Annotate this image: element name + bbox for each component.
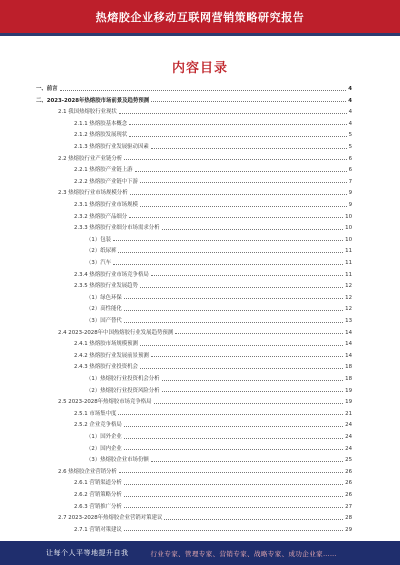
toc-entry[interactable] xyxy=(58,397,352,405)
toc-entry-page: 18 xyxy=(345,376,352,382)
toc-entry[interactable] xyxy=(58,467,352,475)
dot-leader xyxy=(151,275,343,276)
toc-entry-title: 一、前言 xyxy=(36,86,58,92)
toc-entry-page: 26 xyxy=(345,492,352,498)
toc-entry[interactable] xyxy=(86,246,352,254)
toc-entry-page: 14 xyxy=(345,341,352,348)
dot-leader xyxy=(140,182,347,183)
toc-entry-title: 2.2.1 热熔胶产业链上游 xyxy=(74,167,133,174)
dot-leader xyxy=(162,229,344,230)
dot-leader xyxy=(140,287,343,288)
toc-entry-title: 2.5.2 企业竞争格局 xyxy=(74,422,122,429)
toc-entry-title: （2）纸尿裤 xyxy=(86,248,117,255)
dot-leader xyxy=(124,159,346,160)
dot-leader xyxy=(124,449,343,450)
toc-entry[interactable] xyxy=(74,502,352,510)
toc-entry-page: 18 xyxy=(345,364,352,371)
toc-entry[interactable] xyxy=(74,339,352,347)
toc-entry[interactable] xyxy=(58,107,352,115)
toc-entry-title: 2.3.5 热熔胶行业发展趋势 xyxy=(74,283,138,290)
toc-entry[interactable] xyxy=(74,223,352,231)
toc-entry-title: 2.1.1 热熔胶基本概念 xyxy=(74,120,128,127)
toc-entry-title: 2.1 我国热熔胶行业现状 xyxy=(58,109,117,116)
toc-entry-page: 21 xyxy=(345,410,352,417)
toc-entry-title: 2.7 2023-2028年热熔胶企业营销对策建议 xyxy=(58,515,163,522)
toc-entry-title: 2.5 2023-2028年热熔胶市场竞争格局 xyxy=(58,399,152,406)
toc-entry-page: 10 xyxy=(345,236,352,243)
toc-entry-page: 26 xyxy=(345,480,352,487)
toc-entry-page: 28 xyxy=(345,515,352,522)
dot-leader xyxy=(124,438,343,439)
toc-entry-title: （3）国产替代 xyxy=(86,318,122,324)
dot-leader xyxy=(124,530,343,531)
dot-leader xyxy=(129,136,346,137)
dot-leader xyxy=(164,519,343,520)
toc-entry[interactable] xyxy=(86,316,352,324)
toc-entry[interactable] xyxy=(86,455,352,463)
toc-entry-page: 24 xyxy=(345,434,352,440)
toc-entry-title: （2）国内企业 xyxy=(86,445,122,452)
dot-leader xyxy=(162,391,344,392)
dot-leader xyxy=(118,252,343,253)
toc-entry-page: 12 xyxy=(345,294,352,301)
dot-leader xyxy=(154,403,344,404)
dot-leader xyxy=(113,240,343,241)
dot-leader xyxy=(151,101,346,102)
toc-entry[interactable] xyxy=(74,490,352,498)
toc-entry-page: 27 xyxy=(345,503,352,510)
toc-entry-title: 2.1.2 热熔胶发展现状 xyxy=(74,132,128,139)
toc-entry-title: （2）热熔胶行业投资风险分析 xyxy=(86,387,160,394)
toc-entry-title: 2.6.3 营销推广分析 xyxy=(74,503,122,510)
toc-entry-title: 2.7.1 营销对策建议 xyxy=(74,526,122,533)
dot-leader xyxy=(124,322,343,323)
dot-leader xyxy=(140,206,347,207)
toc-entry-page: 6 xyxy=(348,167,352,174)
dot-leader xyxy=(162,380,344,381)
toc-entry-page: 9 xyxy=(348,202,352,208)
dot-leader xyxy=(60,90,347,91)
page-footer xyxy=(0,541,400,565)
toc-entry-page: 19 xyxy=(345,399,352,406)
dot-leader xyxy=(151,148,347,149)
toc-entry[interactable] xyxy=(74,119,352,127)
toc-entry-title: 2.1.3 热熔胶行业发展驱动因素 xyxy=(74,144,149,150)
toc-entry[interactable] xyxy=(58,328,352,336)
toc-entry-page: 11 xyxy=(345,248,352,255)
page-header xyxy=(0,0,400,36)
toc-entry-page: 4 xyxy=(348,109,352,116)
toc-entry[interactable] xyxy=(74,177,352,185)
toc-entry-title: 2.3 热熔胶行业市场规模分析 xyxy=(58,190,128,197)
toc-entry-page: 19 xyxy=(345,387,352,394)
toc-entry-title: 2.4.2 热熔胶行业发展前景预测 xyxy=(74,352,149,359)
dot-leader xyxy=(124,507,343,508)
toc-entry[interactable] xyxy=(74,362,352,370)
toc-entry-page: 4 xyxy=(348,120,352,127)
dot-leader xyxy=(129,217,343,218)
toc-entry[interactable] xyxy=(74,270,352,278)
toc-entry-title: 2.3.2 热熔胶产品细分 xyxy=(74,213,128,220)
toc-entry[interactable] xyxy=(74,351,352,359)
toc-entry-title: 2.4.1 热熔胶市场规模预测 xyxy=(74,341,138,348)
dot-leader xyxy=(151,461,343,462)
toc-entry-title: 2.3.3 热熔胶行业细分市场需求分析 xyxy=(74,225,160,232)
report-title: 热熔胶企业移动互联网营销策略研究报告 xyxy=(95,10,305,24)
toc-entry-title: 2.3.1 热熔胶行业市场规模 xyxy=(74,202,138,208)
dot-leader xyxy=(129,124,346,125)
toc-entry-title: （2）高性能化 xyxy=(86,306,122,313)
toc-entry-page: 11 xyxy=(345,260,352,266)
toc-entry-title: （1）绿色环保 xyxy=(86,294,122,301)
toc-title: 内容目录 xyxy=(171,61,228,76)
toc-entry-page: 12 xyxy=(345,283,352,290)
toc-entry[interactable] xyxy=(36,96,352,104)
toc-entry-title: （1）国外企业 xyxy=(86,434,122,440)
toc-entry-title: 2.4.3 热熔胶行业投资机会 xyxy=(74,364,138,371)
dot-leader xyxy=(118,414,343,415)
toc-entry-title: 2.6.2 营销策略分析 xyxy=(74,492,122,498)
footer-slogan: 让每个人平等地提升自我 xyxy=(46,549,129,557)
toc-entry-page: 24 xyxy=(345,422,352,429)
toc-entry-page: 12 xyxy=(345,306,352,313)
dot-leader xyxy=(124,496,343,497)
toc-entry-title: 2.2 热熔胶行业产业链分析 xyxy=(58,155,123,162)
toc-entry-title: （1）热熔胶行业投资机会分析 xyxy=(86,376,160,382)
toc-entry-page: 5 xyxy=(348,144,352,150)
toc-entry-page: 4 xyxy=(348,97,352,104)
toc-entry-page: 25 xyxy=(345,457,352,464)
toc-entry-title: 2.4 2023-2028年中国热熔胶行业发展趋势预测 xyxy=(58,329,174,336)
toc-entry-title: 2.6 热熔胶企业营销分析 xyxy=(58,468,117,475)
dot-leader xyxy=(124,310,343,311)
toc-entry[interactable] xyxy=(58,513,352,521)
toc-entry[interactable] xyxy=(74,409,352,417)
toc-entry-page: 5 xyxy=(348,132,352,139)
toc-entry[interactable] xyxy=(74,142,352,150)
toc-entry-title: 二、2023-2028年热熔胶市场前景及趋势预测 xyxy=(36,97,150,104)
toc-entry[interactable] xyxy=(74,525,352,533)
toc-entry-page: 14 xyxy=(345,352,352,359)
dot-leader xyxy=(140,345,343,346)
toc-entry[interactable] xyxy=(86,293,352,301)
toc-entry[interactable] xyxy=(86,386,352,394)
dot-leader xyxy=(124,426,343,427)
toc-entry[interactable] xyxy=(86,258,352,266)
toc-entry-page: 9 xyxy=(348,190,352,197)
toc-entry-title: （3）热熔胶企业市场份额 xyxy=(86,457,149,464)
toc-entry-page: 6 xyxy=(348,155,352,162)
toc-entry[interactable] xyxy=(86,374,352,382)
toc-entry-page: 10 xyxy=(345,225,352,232)
toc-entry[interactable] xyxy=(58,188,352,196)
toc-entry-page: 11 xyxy=(345,271,352,278)
toc-entry[interactable] xyxy=(36,84,352,92)
toc-entry-page: 26 xyxy=(345,468,352,475)
toc-entry-title: 2.3.4 热熔胶行业市场竞争格局 xyxy=(74,271,149,278)
dot-leader xyxy=(124,484,343,485)
toc-entry[interactable] xyxy=(74,281,352,289)
toc-entry[interactable] xyxy=(86,432,352,440)
toc-entry-page: 4 xyxy=(348,86,352,92)
dot-leader xyxy=(119,472,343,473)
toc-entry[interactable] xyxy=(74,130,352,138)
toc-entry-page: 24 xyxy=(345,445,352,452)
dot-leader xyxy=(140,368,343,369)
toc-entry-page: 7 xyxy=(348,178,352,185)
toc-entry[interactable] xyxy=(86,444,352,452)
dot-leader xyxy=(135,171,347,172)
toc-entry[interactable] xyxy=(74,200,352,208)
toc-entry-title: （3）汽车 xyxy=(86,260,111,266)
toc-entry-page: 10 xyxy=(345,213,352,220)
toc-entry-title: 2.5.1 市场集中度 xyxy=(74,410,117,417)
toc-entry-title: （1）包装 xyxy=(86,236,111,243)
toc-entry-title: 2.6.1 营销渠道分析 xyxy=(74,480,122,487)
dot-leader xyxy=(130,194,347,195)
toc-entry[interactable] xyxy=(74,212,352,220)
toc-entry-title: 2.2.2 热熔胶产业链中下游 xyxy=(74,178,138,185)
footer-experts: 行业专家、管理专家、营销专家、战略专家、成功企业家…… xyxy=(150,549,337,558)
dot-leader xyxy=(151,356,343,357)
dot-leader xyxy=(113,264,343,265)
toc-entry[interactable] xyxy=(74,420,352,428)
toc-entry[interactable] xyxy=(86,235,352,243)
toc-entry-page: 14 xyxy=(345,329,352,336)
dot-leader xyxy=(175,333,343,334)
dot-leader xyxy=(119,113,347,114)
toc-entry-page: 29 xyxy=(345,526,352,533)
toc-entry-page: 13 xyxy=(345,318,352,324)
toc-entry[interactable] xyxy=(74,478,352,486)
toc-entry[interactable] xyxy=(86,304,352,312)
dot-leader xyxy=(124,298,343,299)
toc-entry[interactable] xyxy=(74,165,352,173)
table-of-contents xyxy=(0,84,400,540)
toc-entry[interactable] xyxy=(58,154,352,162)
